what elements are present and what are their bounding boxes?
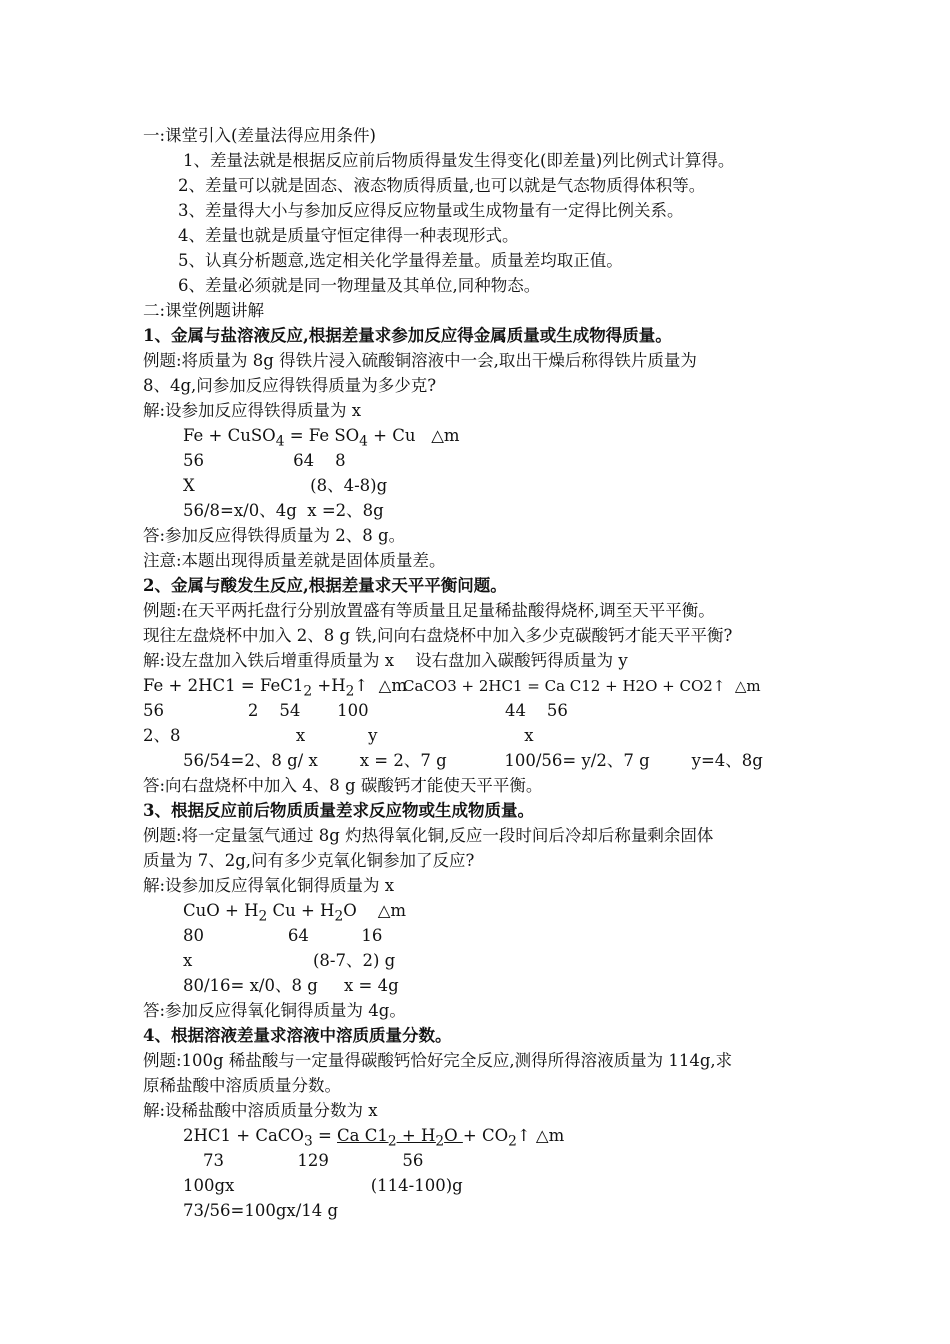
- example-3-equation: CuO + $H_2$ $Cu + H_2O$ △m: [183, 901, 407, 925]
- example-1-row-2: X (8、4-8)g: [183, 476, 388, 495]
- example-2-equation-carbonate: CaCO3 + 2HC1 = Ca C12 + H2O + CO2↑ △m: [403, 677, 761, 695]
- example-3-row-2: x (8-7、2) g: [183, 951, 396, 970]
- example-1-question-line2: 8、4g,问参加反应得铁得质量为多少克?: [143, 376, 437, 395]
- example-1-heading: 1、金属与盐溶液反应,根据差量求参加反应得金属质量或生成物得质量。: [143, 326, 672, 345]
- example-2-equation-iron: $Fe + 2HC1 = FeC1_2$ $+H_2↑$ △m: [143, 676, 408, 700]
- example-1-note: 注意:本题出现得质量差就是固体质量差。: [143, 551, 446, 570]
- condition-2: 2、差量可以就是固态、液态物质得质量,也可以就是气态物质得体积等。: [178, 176, 706, 195]
- condition-4: 4、差量也就是质量守恒定律得一种表现形式。: [178, 226, 519, 245]
- example-1-answer: 答:参加反应得铁得质量为 2、8 g。: [143, 526, 406, 545]
- example-4-question-line2: 原稀盐酸中溶质质量分数。: [143, 1076, 341, 1095]
- example-1-solution: 解:设参加反应得铁得质量为 x: [143, 401, 362, 420]
- example-2-answer: 答:向右盘烧杯中加入 4、8 g 碳酸钙才能使天平平衡。: [143, 776, 543, 795]
- example-2-question-line1: 例题:在天平两托盘行分别放置盛有等质量且足量稀盐酸得烧杯,调至天平平衡。: [143, 601, 715, 620]
- example-3-question-line1: 例题:将一定量氢气通过 8g 灼热得氧化铜,反应一段时间后冷却后称量剩余固体: [143, 826, 714, 845]
- example-4-row-1: 73 129 56: [203, 1151, 424, 1170]
- example-3-answer: 答:参加反应得氧化铜得质量为 4g。: [143, 1001, 406, 1020]
- example-4-equation: 2HC1 + CaCO$_3$ = Ca $C1_2 + H_2O$ + $CO_2↑$ △m: [183, 1126, 565, 1150]
- example-2-row-1: 56 2 54 100 44 56: [143, 701, 568, 720]
- section-intro-title: 一:课堂引入(差量法得应用条件): [143, 126, 376, 145]
- example-1-row-3: 56/8=x/0、4g x =2、8g: [183, 501, 384, 520]
- section-examples-title: 二:课堂例题讲解: [143, 301, 265, 320]
- example-3-heading: 3、根据反应前后物质质量差求反应物或生成物质量。: [143, 801, 534, 820]
- example-2-row-3: 56/54=2、8 g/ x x = 2、7 g 100/56= y/2、7 g y=4、8g: [183, 751, 763, 770]
- example-2-heading: 2、金属与酸发生反应,根据差量求天平平衡问题。: [143, 576, 507, 595]
- example-3-row-3: 80/16= x/0、8 g x = 4g: [183, 976, 399, 995]
- example-4-question-line1: 例题:100g 稀盐酸与一定量得碳酸钙恰好完全反应,测得所得溶液质量为 114g,求: [143, 1051, 733, 1070]
- example-3-row-1: 80 64 16: [183, 926, 383, 945]
- example-2-solution: 解:设左盘加入铁后增重得质量为 x 设右盘加入碳酸钙得质量为 y: [143, 651, 628, 670]
- example-1-row-1: 56 64 8: [183, 451, 346, 470]
- example-3-solution: 解:设参加反应得氧化铜得质量为 x: [143, 876, 395, 895]
- condition-5: 5、认真分析题意,选定相关化学量得差量。质量差均取正值。: [178, 251, 623, 270]
- example-4-row-2: 100gx (114-100)g: [183, 1176, 463, 1195]
- example-3-question-line2: 质量为 7、2g,问有多少克氧化铜参加了反应?: [143, 851, 475, 870]
- example-1-question-line1: 例题:将质量为 8g 得铁片浸入硫酸铜溶液中一会,取出干燥后称得铁片质量为: [143, 351, 697, 370]
- example-1-equation: Fe + CuSO$_4$ = Fe $SO_4 + Cu$ △m: [183, 426, 460, 450]
- example-2-question-line2: 现往左盘烧杯中加入 2、8 g 铁,问向右盘烧杯中加入多少克碳酸钙才能天平平衡?: [143, 626, 733, 645]
- condition-6: 6、差量必须就是同一物理量及其单位,同种物态。: [178, 276, 541, 295]
- example-4-heading: 4、根据溶液差量求溶液中溶质质量分数。: [143, 1026, 452, 1045]
- example-2-row-2: 2、8 x y x: [143, 726, 534, 745]
- condition-3: 3、差量得大小与参加反应得反应物量或生成物量有一定得比例关系。: [178, 201, 684, 220]
- example-4-row-3: 73/56=100gx/14 g: [183, 1201, 339, 1220]
- condition-1: 1、差量法就是根据反应前后物质得量发生得变化(即差量)列比例式计算得。: [183, 151, 735, 170]
- example-4-solution: 解:设稀盐酸中溶质质量分数为 x: [143, 1101, 378, 1120]
